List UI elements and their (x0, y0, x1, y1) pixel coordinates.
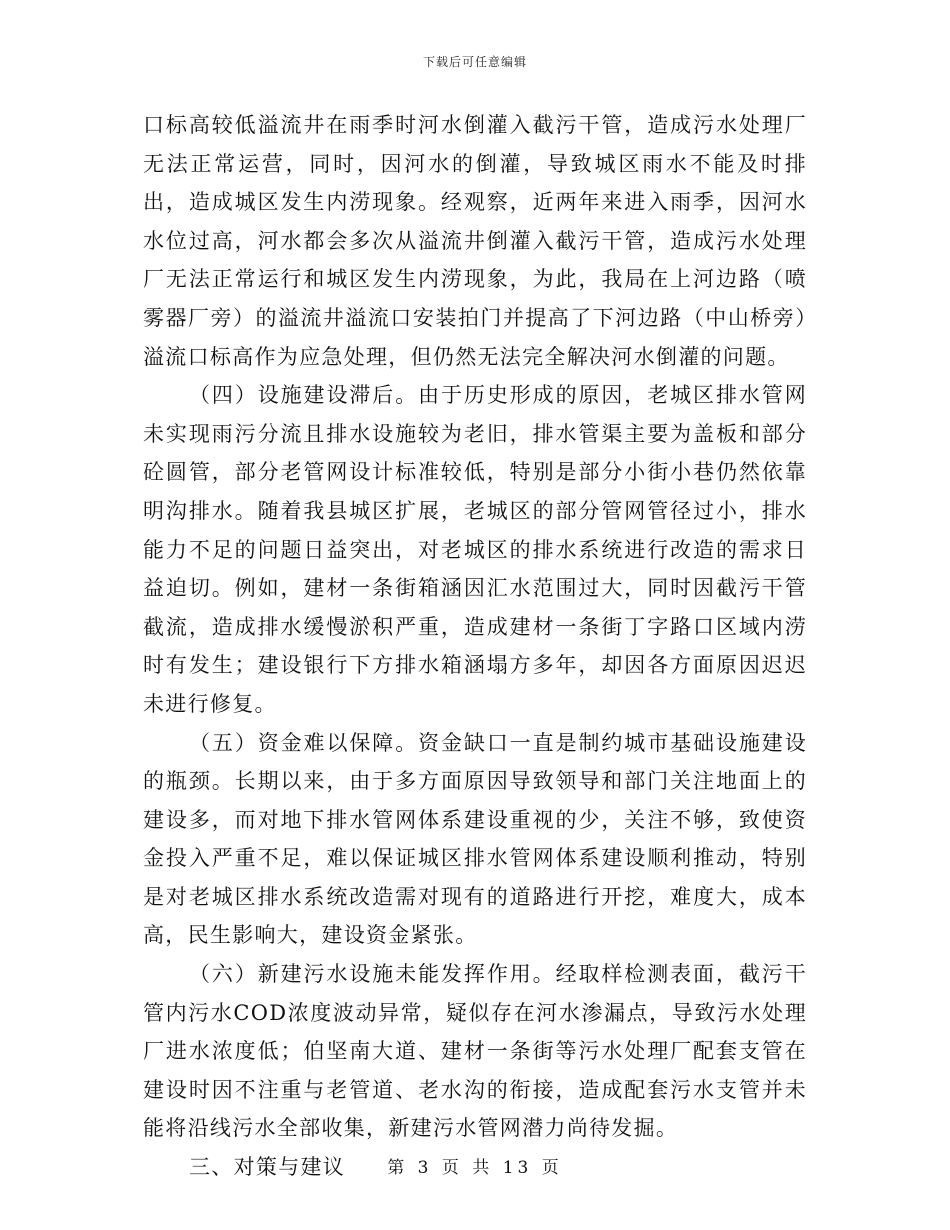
document-body (143, 106, 807, 1187)
paragraph-continuation: 口标高较低溢流井在雨季时河水倒灌入截污干管，造成污水处理厂无法正常运营，同时，因河水的倒灌，导致城区雨水不能及时排出，造成城区发生内涝现象。经观察，近两年来进入雨季，因河水水位过高，河水都会多次从溢流井倒灌入截污干管，造成污水处理厂无法正常运行和城区发生内涝现象，为此，我局在上河边路（喷雾器厂旁）的溢流井溢流口安装拍门并提高了下河边路（中山桥旁）溢流口标高作为应急处理，但仍然无法完全解决河水倒灌的问题。 (143, 113, 807, 369)
paragraph-section-5: （五）资金难以保障。资金缺口一直是制约城市基础设施建设的瓶颈。长期以来，由于多方面原因导致领导和部门关注地面上的建设多，而对地下排水管网体系建设重视的少，关注不够，致使资金投入严重不足，难以保证城区排水管网体系建设顺利推动，特别是对老城区排水系统改造需对现有的道路进行开挖，难度大，成本高，民生影响大，建设资金紧张。 (143, 730, 807, 948)
section-heading: 三、对策与建议 (189, 1155, 346, 1180)
paragraph-section-4: （四）设施建设滞后。由于历史形成的原因，老城区排水管网未实现雨污分流且排水设施较为老旧，排水管渠主要为盖板和部分砼圆管，部分老管网设计标准较低，特别是部分小街小巷仍然依靠明沟排水。随着我县城区扩展，老城区的部分管网管径过小，排水能力不足的问题日益突出，对老城区的排水系统进行改造的需求日益迫切。例如，建材一条街箱涵因汇水范围过大，同时因截污干管截流，造成排水缓慢淤积严重，造成建材一条街丁字路口区域内涝时有发生；建设银行下方排水箱涵塌方多年，却因各方面原因迟迟未进行修复。 (143, 383, 807, 716)
paragraph-section-6: （六）新建污水设施未能发挥作用。经取样检测表面，截污干管内污水COD浓度波动异常，疑似存在河水渗漏点，导致污水处理厂进水浓度低；伯坚南大道、建材一条街等污水处理厂配套支管在建设时因不注重与老管道、老水沟的衔接，造成配套污水支管并未能将沿线污水全部收集，新建污水管网潜力尚待发掘。 (143, 962, 807, 1141)
page-number-footer: 第 3 页 共 13 页 (387, 1158, 563, 1178)
page-header: 下载后可任意编辑 (422, 55, 527, 69)
